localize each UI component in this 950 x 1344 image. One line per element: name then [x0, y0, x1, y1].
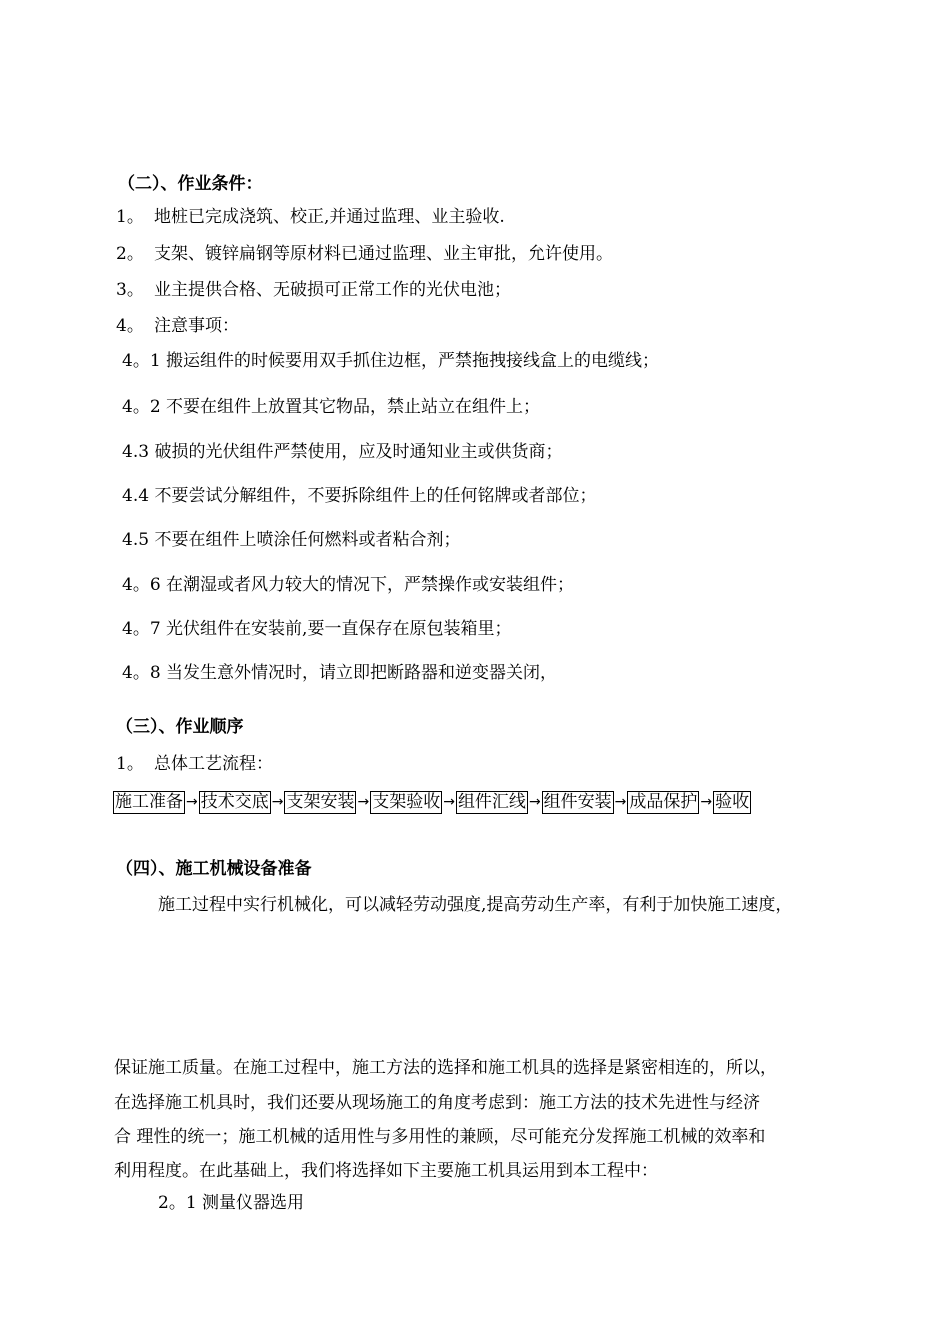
- flow-step-8: 验收: [715, 792, 750, 812]
- flow-step-3: 支架安装: [286, 792, 355, 812]
- arrow-right-icon: →: [528, 794, 541, 810]
- paragraph-first-line: 施工过程中实行机械化，可以减轻劳动强度,提高劳动生产率，有利于加快施工速度，: [158, 895, 793, 915]
- item-number: 3。: [116, 280, 144, 300]
- note-4-3: 4.3 破损的光伏组件严禁使用，应及时通知业主或供货商；: [122, 442, 563, 462]
- note-4-1: 4。1 搬运组件的时候要用双手抓住边框，严禁拖拽接线盒上的电缆线；: [122, 351, 660, 371]
- item-text: 注意事项：: [154, 316, 239, 336]
- flow-step-4: 支架验收: [372, 792, 441, 812]
- note-4-8: 4。8 当发生意外情况时，请立即把断路器和逆变器关闭，: [122, 663, 558, 683]
- section-4-heading: （四）、施工机械设备准备: [116, 859, 312, 879]
- note-4-7: 4。7 光伏组件在安装前,要一直保存在原包装箱里；: [122, 619, 512, 639]
- process-flow: [113, 791, 751, 814]
- sub-item-2-1: 2。1 测量仪器选用: [158, 1193, 305, 1213]
- condition-item-2: [116, 243, 613, 265]
- flow-step-2: 技术交底: [200, 792, 269, 812]
- item-text: 总体工艺流程：: [154, 754, 273, 774]
- flow-step-6: 组件安装: [543, 792, 612, 812]
- condition-item-1: [116, 206, 505, 228]
- note-4-5: 4.5 不要在组件上喷涂任何燃料或者粘合剂；: [122, 530, 461, 550]
- item-text: 业主提供合格、无破损可正常工作的光伏电池；: [154, 280, 511, 300]
- paragraph-line: 合 理性的统一；施工机械的适用性与多用性的兼顾，尽可能充分发挥施工机械的效率和: [114, 1127, 766, 1147]
- section-3-heading: （三）、作业顺序: [116, 717, 244, 737]
- flow-step-5: 组件汇线: [457, 792, 526, 812]
- item-number: 2。: [116, 244, 144, 264]
- process-item-1: [116, 753, 273, 775]
- section-2-heading: （二）、作业条件：: [118, 174, 263, 194]
- flow-step-1: 施工准备: [115, 792, 183, 812]
- note-4-4: 4.4 不要尝试分解组件，不要拆除组件上的任何铭牌或者部位；: [122, 486, 597, 506]
- flow-step-7: 成品保护: [629, 792, 698, 812]
- note-4-2: 4。2 不要在组件上放置其它物品，禁止站立在组件上；: [122, 397, 541, 417]
- arrow-right-icon: →: [186, 794, 198, 810]
- arrow-right-icon: →: [357, 794, 370, 810]
- item-text: 支架、镀锌扁钢等原材料已通过监理、业主审批，允许使用。: [154, 244, 613, 264]
- arrow-right-icon: →: [271, 794, 284, 810]
- paragraph-line: 利用程度。在此基础上，我们将选择如下主要施工机具运用到本工程中：: [114, 1161, 658, 1181]
- arrow-right-icon: →: [614, 794, 627, 810]
- note-4-6: 4。6 在潮湿或者风力较大的情况下，严禁操作或安装组件；: [122, 575, 575, 595]
- paragraph-line: 保证施工质量。在施工过程中，施工方法的选择和施工机具的选择是紧密相连的，所以，: [114, 1058, 777, 1078]
- condition-item-4: [116, 315, 239, 337]
- item-text: 地桩已完成浇筑、校正,并通过监理、业主验收.: [154, 207, 505, 227]
- paragraph-line: 在选择施工机具时，我们还要从现场施工的角度考虑到：施工方法的技术先进性与经济: [114, 1093, 760, 1113]
- arrow-right-icon: →: [443, 794, 455, 810]
- item-number: 4。: [116, 316, 144, 336]
- arrow-right-icon: →: [700, 794, 713, 810]
- condition-item-3: [116, 279, 511, 301]
- item-number: 1。: [116, 207, 144, 227]
- item-number: 1。: [116, 754, 144, 774]
